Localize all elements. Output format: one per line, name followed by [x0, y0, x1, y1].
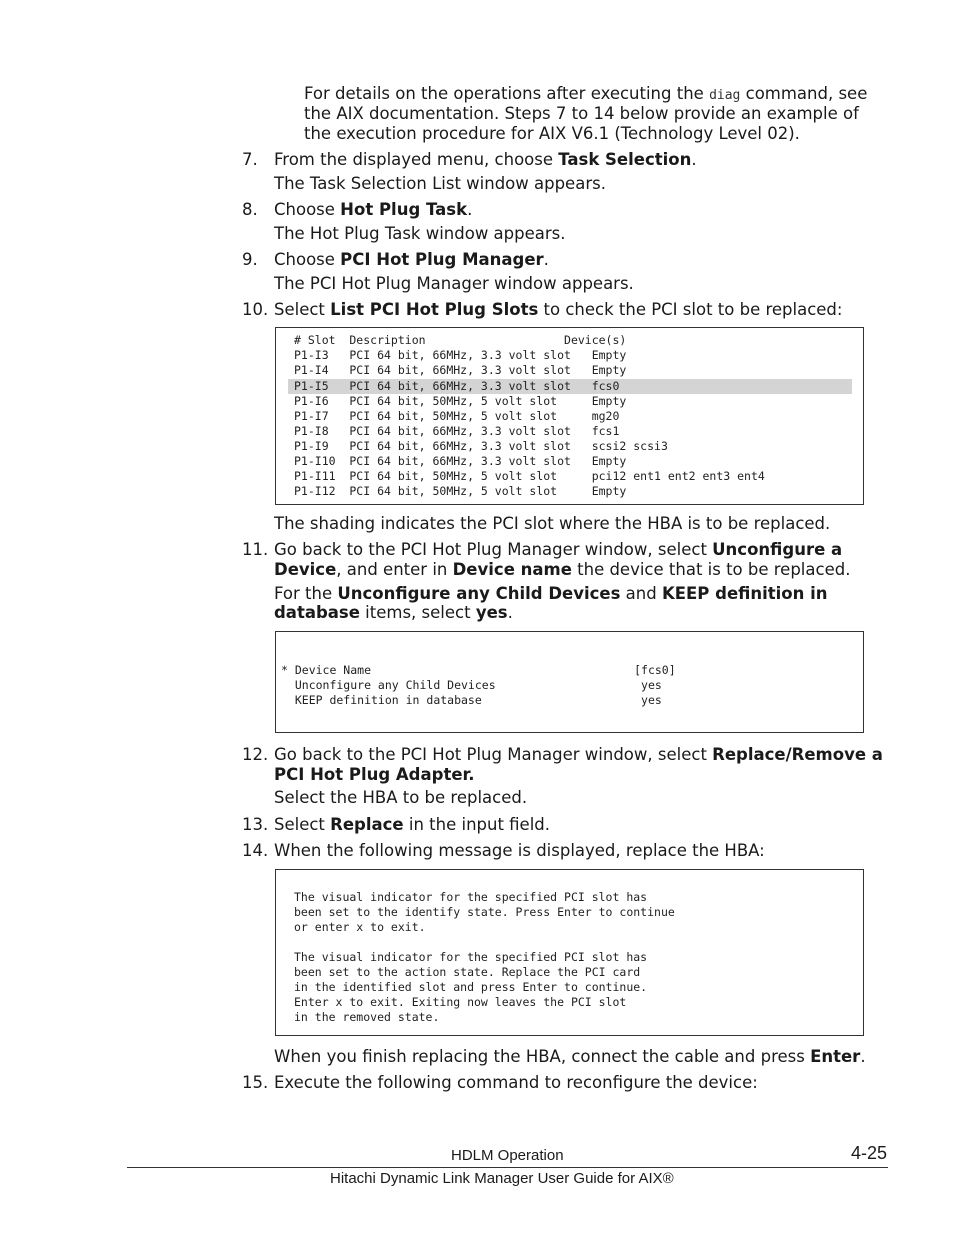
message-line: The visual indicator for the specified PCI slot has [294, 890, 648, 904]
slot-row: P1-I3 PCI 64 bit, 66MHz, 3.3 volt slot Empty [294, 348, 627, 362]
message-line: The visual indicator for the specified PCI slot has [294, 950, 648, 964]
step-15-number: 15. [242, 1073, 269, 1092]
intro-text: For details on the operations after executing the [304, 84, 710, 103]
message-line: or enter x to exit. [294, 920, 426, 934]
step-7-result: The Task Selection List window appears. [274, 174, 606, 193]
step-11-number: 11. [242, 540, 269, 559]
step-13-number: 13. [242, 815, 269, 834]
step-14-after: When you finish replacing the HBA, connect the cable and press Enter. [274, 1047, 866, 1066]
step-14-text: When the following message is displayed, replace the HBA: [274, 841, 765, 860]
step-11-line-2: Device, and enter in Device name the device that is to be replaced. [274, 560, 851, 579]
step-9-number: 9. [242, 250, 258, 269]
message-line: in the removed state. [294, 1010, 440, 1024]
message-line: been set to the identify state. Press Enter to continue [294, 905, 675, 919]
intro-line-2: the AIX documentation. Steps 7 to 14 below provide an example of [304, 104, 859, 123]
footer-book-title: Hitachi Dynamic Link Manager User Guide for AIX® [330, 1170, 674, 1187]
step-8-number: 8. [242, 200, 258, 219]
step-14-number: 14. [242, 841, 269, 860]
intro-text: command, see [740, 84, 868, 103]
intro-line-1 [304, 84, 867, 104]
diag-command: diag [709, 88, 741, 103]
step-11-line-4: database items, select yes. [274, 603, 513, 622]
step-12-line-1: Go back to the PCI Hot Plug Manager window, select Replace/Remove a [274, 745, 883, 764]
keep-definition-row: KEEP definition in database yes [281, 693, 662, 707]
slot-row: P1-I12 PCI 64 bit, 50MHz, 5 volt slot Empty [294, 484, 627, 498]
slot-row: P1-I8 PCI 64 bit, 66MHz, 3.3 volt slot fcs1 [294, 424, 620, 438]
step-12-line-3: Select the HBA to be replaced. [274, 788, 528, 807]
step-9-text: Choose PCI Hot Plug Manager. [274, 250, 549, 269]
unconfigure-device-screenshot [275, 631, 864, 733]
step-11-line-3: For the Unconfigure any Child Devices and KEEP definition in [274, 584, 828, 603]
slot-row: P1-I6 PCI 64 bit, 50MHz, 5 volt slot Empty [294, 394, 627, 408]
step-10-text: Select List PCI Hot Plug Slots to check the PCI slot to be replaced: [274, 300, 843, 319]
intro-line-3: the execution procedure for AIX V6.1 (Technology Level 02). [304, 124, 800, 143]
page-number: 4-25 [851, 1143, 888, 1163]
step-9-result: The PCI Hot Plug Manager window appears. [274, 274, 634, 293]
slot-row: P1-I10 PCI 64 bit, 66MHz, 3.3 volt slot Empty [294, 454, 627, 468]
step-7-number: 7. [242, 150, 258, 169]
step-15-text: Execute the following command to reconfigure the device: [274, 1073, 758, 1092]
message-line: been set to the action state. Replace the PCI card [294, 965, 641, 979]
step-13-text: Select Replace in the input field. [274, 815, 551, 834]
slots-header: # Slot Description Device(s) [294, 333, 627, 347]
step-8-result: The Hot Plug Task window appears. [274, 224, 566, 243]
step-11-line-1: Go back to the PCI Hot Plug Manager window, select Unconfigure a [274, 540, 843, 559]
child-devices-row: Unconfigure any Child Devices yes [281, 678, 662, 692]
slot-row: P1-I9 PCI 64 bit, 66MHz, 3.3 volt slot scsi2 scsi3 [294, 439, 668, 453]
slot-row: P1-I7 PCI 64 bit, 50MHz, 5 volt slot mg20 [294, 409, 620, 423]
step-12-number: 12. [242, 745, 269, 764]
slot-row-highlighted: P1-I5 PCI 64 bit, 66MHz, 3.3 volt slot fcs0 [294, 379, 620, 393]
device-name-row: * Device Name [fcs0] [281, 663, 676, 677]
step-12-line-2: PCI Hot Plug Adapter. [274, 765, 475, 784]
step-10-after: The shading indicates the PCI slot where the HBA is to be replaced. [274, 514, 831, 533]
slot-row: P1-I11 PCI 64 bit, 50MHz, 5 volt slot pci12 ent1 ent2 ent3 ent4 [294, 469, 765, 483]
message-line: in the identified slot and press Enter to continue. [294, 980, 648, 994]
replace-message-screenshot [275, 869, 864, 1036]
step-7-text: From the displayed menu, choose Task Selection. [274, 150, 697, 169]
footer-section-title: HDLM Operation [451, 1147, 564, 1164]
step-8-text: Choose Hot Plug Task. [274, 200, 473, 219]
pci-slots-screenshot [275, 327, 864, 505]
footer-divider [127, 1167, 888, 1168]
slot-row: P1-I4 PCI 64 bit, 66MHz, 3.3 volt slot Empty [294, 363, 627, 377]
step-10-number: 10. [242, 300, 269, 319]
message-line: Enter x to exit. Exiting now leaves the PCI slot [294, 995, 627, 1009]
intro-paragraph [304, 84, 867, 144]
